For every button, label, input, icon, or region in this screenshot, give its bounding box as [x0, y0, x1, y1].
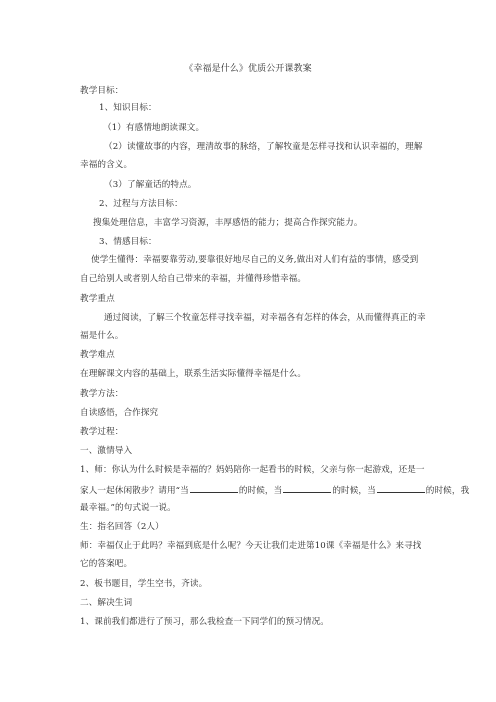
teaching-goals-heading: 教学目标： [80, 86, 124, 96]
s1-p1-line2-c: 的时候，当 [332, 486, 376, 496]
s1-p1-line3: 最幸福。”的句式说一说。 [80, 503, 176, 513]
fill-blank-1 [190, 484, 238, 493]
s1-p3-line1: 师：幸福仅止于此吗？幸福到底是什么呢？今天让我们走进第10课《幸福是什么》来寻找 [80, 541, 422, 551]
method-text: 自读感悟，合作探究 [80, 408, 159, 418]
key-points-line2: 福是什么。 [80, 331, 124, 341]
document-title: 《幸福是什么》优质公开课教案 [184, 64, 312, 74]
goal1-item2-line1: （2）读懂故事的内容，理清故事的脉络，了解牧童是怎样寻找和认识幸福的，理解 [104, 142, 423, 152]
goal2-heading: 2、过程与方法目标： [99, 199, 183, 209]
difficulty-text: 在理解课文内容的基础上，联系生活实际懂得幸福是什么。 [80, 369, 307, 379]
s2-p1: 1、课前我们都进行了预习，那么我检查一下同学们的预习情况。 [80, 617, 329, 627]
goal1-heading: 1、知识目标： [99, 103, 157, 113]
goal3-line2: 自己给别人或者别人给自己带来的幸福，并懂得珍惜幸福。 [80, 274, 307, 284]
goal3-heading: 3、情感目标： [99, 237, 157, 247]
s1-p1-line2-b: 的时候，当 [238, 486, 283, 496]
goal3-line1: 使学生懂得：幸福要靠劳动,要靠很好地尽自己的义务,做出对人们有益的事情，感受到 [91, 255, 419, 265]
section2-heading: 二、解决生词 [80, 598, 133, 608]
goal1-item3: （3）了解童话的特点。 [104, 180, 197, 190]
s1-p1-line2 [80, 484, 469, 497]
fill-blank-3 [377, 484, 425, 493]
key-points-heading: 教学重点 [80, 294, 115, 304]
s1-p2: 生：指名回答（2人） [80, 522, 164, 532]
process-heading: 教学过程： [80, 427, 124, 437]
s1-p4: 2、板书题目，学生空书，齐读。 [80, 579, 208, 589]
section1-heading: 一、激情导入 [80, 446, 133, 456]
method-heading: 教学方法： [80, 389, 124, 399]
s1-p1-line2-d: 的时候，我 [425, 486, 470, 496]
s1-p1-line1: 1、师：你认为什么时候是幸福的？妈妈陪你一起看书的时候，父亲与你一起游戏，还是一 [80, 465, 425, 475]
key-points-line1: 通过阅读，了解三个牧童怎样寻找幸福，对幸福各有怎样的体会，从而懂得真正的幸 [104, 313, 426, 323]
goal1-item1: （1）有感情地朗读课文。 [103, 123, 205, 133]
s1-p3-line2: 它的答案吧。 [80, 559, 133, 569]
s1-p1-line2-a: 家人一起休闲散步？请用“当 [80, 486, 189, 496]
goal2-text: 搜集处理信息，丰富学习资源，丰厚感悟的能力；提高合作探究能力。 [93, 218, 363, 228]
goal1-item2-line2: 幸福的含义。 [80, 160, 133, 170]
difficulty-heading: 教学难点 [80, 350, 115, 360]
fill-blank-2 [283, 484, 331, 493]
